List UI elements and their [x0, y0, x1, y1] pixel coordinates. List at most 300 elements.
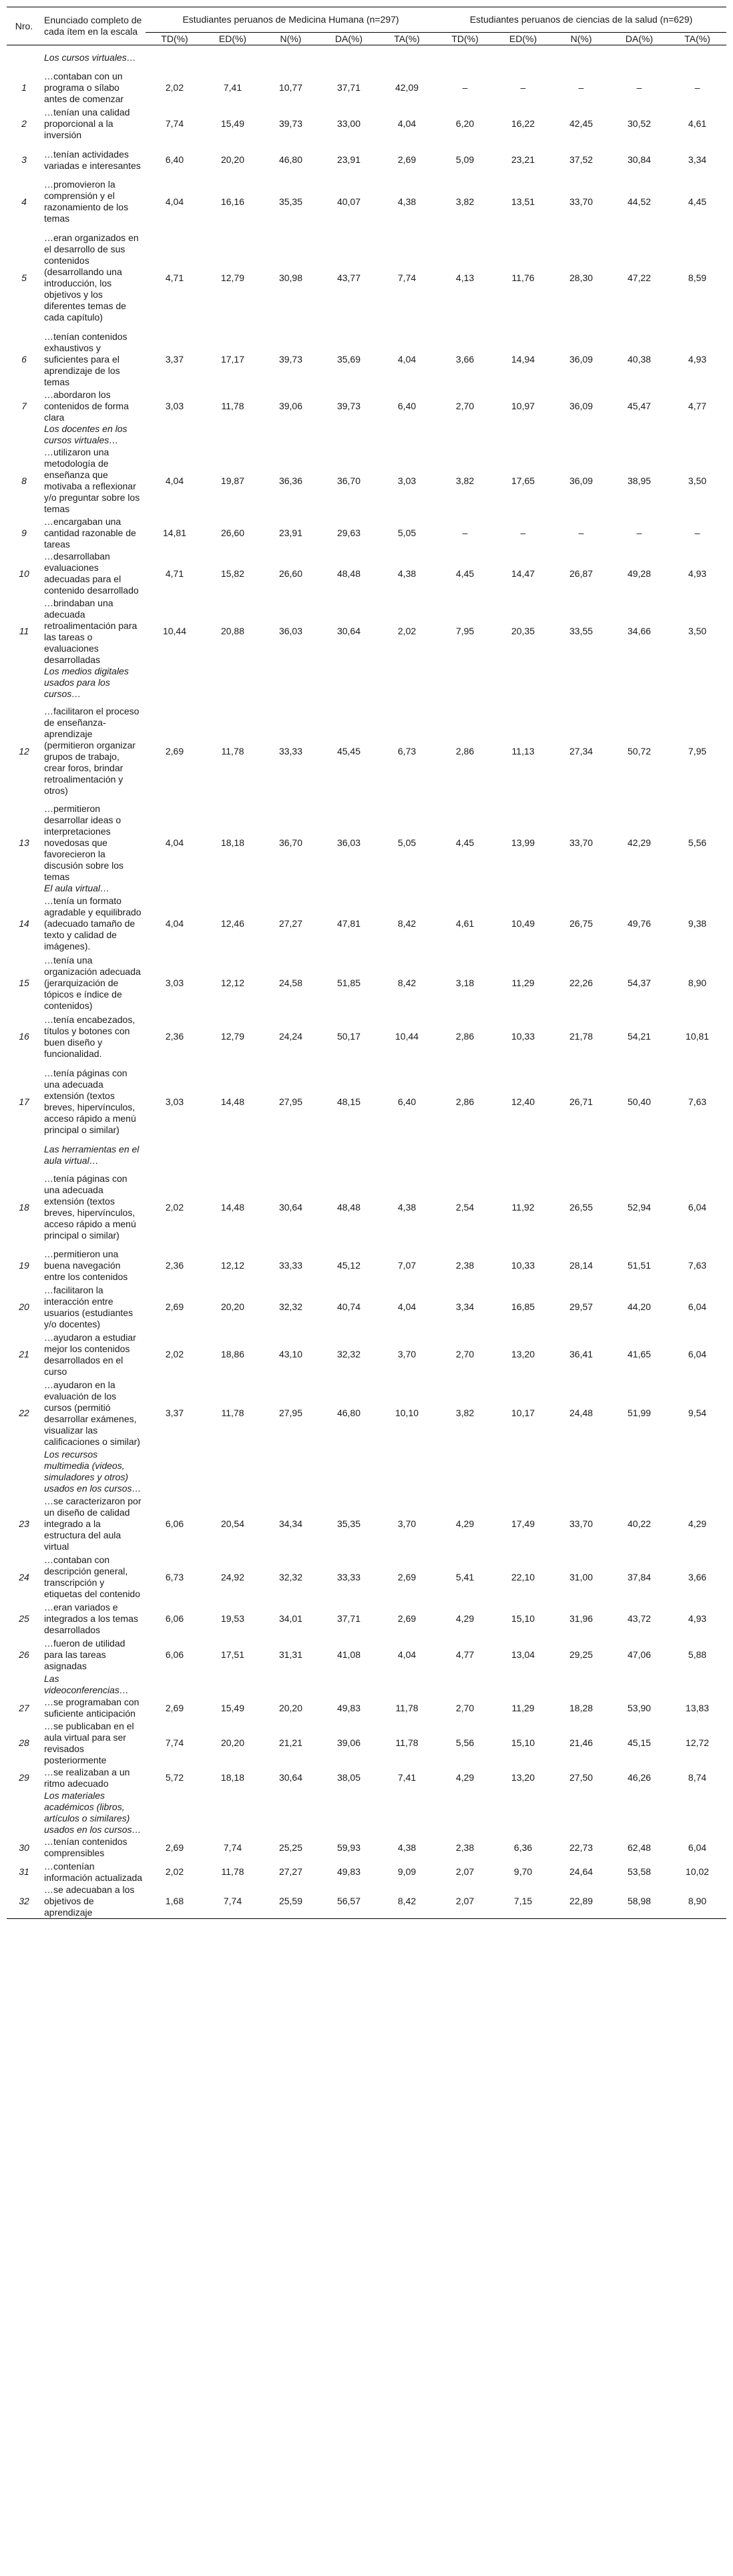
medicina-value-cell: 39,06	[278, 400, 303, 411]
ciencias-value-cell: 26,87	[569, 568, 593, 579]
medicina-value-cell: 35,69	[336, 354, 361, 365]
ciencias-value-cell: 4,45	[455, 837, 475, 848]
medicina-value-cell: 15,49	[220, 118, 245, 129]
medicina-value-cell: 2,02	[397, 626, 417, 636]
medicina-value-cell: 8,42	[397, 918, 417, 929]
section-title: El aula virtual…	[44, 883, 110, 893]
medicina-value-cell: 42,09	[395, 82, 419, 93]
section-spacer	[7, 883, 41, 895]
medicina-value-cell: 56,57	[320, 1884, 378, 1919]
item-statement: …tenían contenidos exhaustivos y suficientes para el aprendizaje de los temas	[44, 331, 128, 387]
section-title: Los medios digitales usados para los cursos…	[44, 665, 129, 699]
medicina-value-cell: 4,71	[165, 272, 184, 283]
col-header-ed: ED(%)	[204, 33, 262, 45]
table-row	[7, 1860, 726, 1884]
medicina-value-cell: 11,78	[395, 1702, 419, 1713]
item-statement: …facilitaron la interacción entre usuarios (estudiantes y/o docentes)	[44, 1284, 134, 1329]
section-row	[7, 1673, 726, 1696]
item-number: 16	[19, 1031, 29, 1042]
ciencias-value-cell: 4,29	[455, 1518, 475, 1529]
medicina-value-cell: 11,78	[221, 400, 244, 411]
ciencias-value-cell: 7,95	[688, 745, 707, 757]
medicina-value-cell: 7,41	[397, 1772, 417, 1783]
ciencias-value-cell: 53,90	[628, 1702, 652, 1713]
ciencias-value-cell: 5,56	[455, 1737, 475, 1748]
table-row	[7, 1601, 726, 1637]
item-statement: …se publicaban en el aula virtual para ser revisados posteriormente	[44, 1720, 134, 1765]
ciencias-value-cell: 2,38	[455, 1260, 475, 1271]
ciencias-value-cell: 42,45	[569, 118, 593, 129]
table-row	[7, 1721, 726, 1766]
ciencias-value-cell: 47,22	[628, 272, 652, 283]
ciencias-value-cell: 24,64	[569, 1866, 593, 1877]
medicina-value-cell: 4,04	[165, 918, 184, 929]
item-statement: …contaban con descripción general, transcripción y etiquetas del contenido	[44, 1554, 140, 1599]
medicina-value-cell: 20,54	[220, 1518, 245, 1529]
item-statement: …permitieron una buena navegación entre los contenidos	[44, 1249, 128, 1282]
ciencias-value-cell: 17,49	[511, 1518, 535, 1529]
medicina-value-cell: 25,59	[262, 1884, 320, 1919]
section-spacer	[7, 1790, 41, 1836]
medicina-value-cell: 14,48	[220, 1096, 245, 1107]
table-row	[7, 700, 726, 803]
ciencias-value-cell: 28,30	[569, 272, 593, 283]
medicina-value-cell: 12,12	[220, 977, 245, 988]
section-row	[7, 883, 726, 895]
medicina-value-cell: 3,03	[165, 400, 184, 411]
table-body	[7, 45, 726, 1919]
medicina-value-cell: 20,20	[220, 1301, 245, 1312]
medicina-value-cell: 29,63	[336, 527, 361, 538]
col-header-td: TD(%)	[146, 33, 204, 45]
medicina-value-cell: 2,36	[165, 1031, 184, 1042]
item-statement: …eran variados e integrados a los temas desarrollados	[44, 1602, 138, 1635]
medicina-value-cell: 26,60	[220, 527, 245, 538]
medicina-value-cell: 38,05	[336, 1772, 361, 1783]
medicina-value-cell: 4,04	[165, 196, 184, 207]
medicina-value-cell: 59,93	[336, 1842, 361, 1853]
table-row	[7, 446, 726, 516]
table-row	[7, 550, 726, 598]
ciencias-value-cell: 15,10	[511, 1613, 535, 1624]
ciencias-value-cell: 26,55	[569, 1201, 593, 1213]
item-number: 24	[19, 1571, 29, 1582]
item-statement: …abordaron los contenidos de forma clara	[44, 389, 129, 423]
medicina-value-cell: 33,33	[278, 1260, 303, 1271]
col-header-n: N(%)	[552, 33, 610, 45]
medicina-value-cell: 43,10	[278, 1349, 303, 1359]
ciencias-value-cell: 14,94	[511, 354, 535, 365]
medicina-value-cell: 27,27	[278, 918, 303, 929]
ciencias-value-cell: 2,70	[455, 400, 475, 411]
table-row	[7, 516, 726, 550]
ciencias-value-cell: 4,45	[688, 196, 707, 207]
section-spacer	[7, 1673, 41, 1696]
section-empty-cells	[146, 1448, 726, 1495]
item-statement: …tenían actividades variadas e interesantes	[44, 148, 141, 171]
ciencias-value-cell: 30,84	[628, 154, 652, 165]
table-row	[7, 178, 726, 226]
ciencias-value-cell: 9,70	[513, 1866, 533, 1877]
item-statement: …tenía un formato agradable y equilibrado (adecuado tamaño de texto y calidad de imágenes).	[44, 895, 142, 951]
medicina-value-cell: 4,38	[397, 1842, 417, 1853]
ciencias-value-cell: 4,93	[688, 568, 707, 579]
section-title: Los recursos multimedia (videos, simuladores y otros) usados en los cursos…	[44, 1448, 142, 1494]
ciencias-value-cell: 6,36	[513, 1842, 533, 1853]
item-number: 9	[21, 527, 27, 538]
medicina-value-cell: 32,32	[278, 1301, 303, 1312]
ciencias-value-cell: 44,20	[628, 1301, 652, 1312]
table-row	[7, 106, 726, 142]
medicina-value-cell: 31,31	[278, 1649, 303, 1660]
section-empty-cells	[146, 1143, 726, 1167]
table-row	[7, 953, 726, 1013]
item-number: 5	[21, 272, 27, 283]
section-row	[7, 1143, 726, 1167]
col-header-td: TD(%)	[436, 33, 494, 45]
medicina-value-cell: 17,17	[220, 354, 245, 365]
ciencias-value-cell: 54,21	[628, 1031, 652, 1042]
item-statement: …encargaban una cantidad razonable de tareas	[44, 515, 136, 550]
section-empty-cells	[146, 1673, 726, 1696]
medicina-value-cell: 6,73	[165, 1571, 184, 1582]
item-number: 6	[21, 354, 27, 365]
medicina-value-cell: 32,32	[336, 1349, 361, 1359]
ciencias-value-cell: 37,52	[569, 154, 593, 165]
item-statement: …se realizaban a un ritmo adecuado	[44, 1766, 130, 1789]
section-spacer	[7, 666, 41, 700]
medicina-value-cell: 8,42	[378, 1884, 436, 1919]
medicina-value-cell: 7,74	[397, 272, 417, 283]
ciencias-value-cell: 5,56	[688, 837, 707, 848]
ciencias-value-cell: 2,86	[455, 1096, 475, 1107]
medicina-value-cell: 7,41	[223, 82, 242, 93]
medicina-value-cell: 48,15	[336, 1096, 361, 1107]
medicina-value-cell: 35,35	[278, 196, 303, 207]
ciencias-value-cell: 5,09	[455, 154, 475, 165]
ciencias-value-cell: 28,14	[569, 1260, 593, 1271]
ciencias-value-cell: 11,76	[511, 272, 535, 283]
ciencias-value-cell: 41,65	[628, 1349, 652, 1359]
item-statement: …se caracterizaron por un diseño de calidad integrado a la estructura del aula virtual	[44, 1496, 142, 1552]
ciencias-value-cell: 11,29	[511, 1702, 535, 1713]
ciencias-value-cell: 11,29	[511, 977, 535, 988]
medicina-value-cell: 2,69	[397, 154, 417, 165]
ciencias-value-cell: 3,66	[455, 354, 475, 365]
col-header-da: DA(%)	[610, 33, 668, 45]
item-number: 29	[19, 1772, 29, 1783]
table-row	[7, 1248, 726, 1284]
medicina-value-cell: 7,74	[204, 1884, 262, 1919]
section-row	[7, 45, 726, 70]
medicina-value-cell: 46,80	[278, 154, 303, 165]
ciencias-value-cell: 36,09	[569, 400, 593, 411]
section-empty-cells	[146, 883, 726, 895]
ciencias-value-cell: 2,07	[455, 1866, 475, 1877]
ciencias-value-cell: 2,54	[455, 1201, 475, 1213]
ciencias-value-cell: 16,85	[511, 1301, 535, 1312]
ciencias-value-cell: 50,40	[628, 1096, 652, 1107]
ciencias-value-cell: 4,93	[688, 1613, 707, 1624]
ciencias-value-cell: 4,13	[455, 272, 475, 283]
item-statement: …contenían información actualizada	[44, 1860, 143, 1883]
ciencias-value-cell: 22,73	[569, 1842, 593, 1853]
ciencias-value-cell: 44,52	[628, 196, 652, 207]
table-row	[7, 1061, 726, 1143]
ciencias-value-cell: 6,04	[688, 1301, 707, 1312]
ciencias-value-cell: 8,59	[688, 272, 707, 283]
medicina-value-cell: 32,32	[278, 1571, 303, 1582]
medicina-value-cell: 25,25	[278, 1842, 303, 1853]
item-number: 7	[21, 400, 27, 411]
ciencias-value-cell: 40,22	[628, 1518, 652, 1529]
item-statement: …utilizaron una metodología de enseñanza que motivaba a reflexionar y/o preguntar sobre los temas	[44, 447, 140, 514]
medicina-value-cell: 24,58	[278, 977, 303, 988]
ciencias-value-cell: 36,41	[569, 1349, 593, 1359]
medicina-value-cell: 33,33	[336, 1571, 361, 1582]
ciencias-value-cell: 53,58	[628, 1866, 652, 1877]
ciencias-value-cell: 13,20	[511, 1772, 535, 1783]
col-header-da: DA(%)	[320, 33, 378, 45]
medicina-value-cell: 39,73	[336, 400, 361, 411]
medicina-value-cell: 35,35	[336, 1518, 361, 1529]
ciencias-value-cell: 15,10	[511, 1737, 535, 1748]
ciencias-value-cell: 11,92	[511, 1201, 535, 1213]
ciencias-value-cell: 23,21	[511, 154, 535, 165]
ciencias-value-cell: 54,37	[628, 977, 652, 988]
medicina-value-cell: 3,37	[165, 354, 184, 365]
medicina-value-cell: 11,78	[395, 1737, 419, 1748]
item-number: 32	[7, 1884, 41, 1919]
medicina-value-cell: 40,74	[336, 1301, 361, 1312]
medicina-value-cell: 14,48	[220, 1201, 245, 1213]
ciencias-value-cell: 21,46	[569, 1737, 593, 1748]
item-statement: …desarrollaban evaluaciones adecuadas para el contenido desarrollado	[44, 551, 139, 596]
table-row	[7, 331, 726, 389]
item-number: 17	[19, 1096, 29, 1107]
medicina-value-cell: 2,36	[165, 1260, 184, 1271]
ciencias-value-cell: 33,55	[569, 626, 593, 636]
medicina-value-cell: 4,04	[397, 1649, 417, 1660]
ciencias-value-cell: 33,70	[569, 196, 593, 207]
ciencias-value-cell: 33,70	[569, 1518, 593, 1529]
item-number: 30	[19, 1842, 29, 1853]
ciencias-value-cell: 43,72	[628, 1613, 652, 1624]
ciencias-value-cell: 51,99	[628, 1408, 652, 1418]
medicina-value-cell: 2,02	[165, 1201, 184, 1213]
medicina-value-cell: 2,69	[397, 1571, 417, 1582]
header-group-medicina: Estudiantes peruanos de Medicina Humana (n=297)	[146, 7, 436, 33]
ciencias-value-cell: 14,47	[511, 568, 535, 579]
item-statement: …fueron de utilidad para las tareas asignadas	[44, 1638, 126, 1671]
table-row	[7, 1554, 726, 1601]
ciencias-value-cell: 49,76	[628, 918, 652, 929]
medicina-value-cell: 15,49	[220, 1702, 245, 1713]
item-statement: …tenía páginas con una adecuada extensión (textos breves, hipervínculos, acceso rápido a menú principal o similar)	[44, 1068, 136, 1135]
medicina-value-cell: 6,40	[397, 1096, 417, 1107]
table-row	[7, 1766, 726, 1790]
medicina-value-cell: 2,69	[397, 1613, 417, 1624]
medicina-value-cell: 4,04	[397, 1301, 417, 1312]
section-spacer	[7, 423, 41, 446]
section-empty-cells	[146, 666, 726, 700]
ciencias-value-cell: 49,28	[628, 568, 652, 579]
ciencias-value-cell: 13,20	[511, 1349, 535, 1359]
ciencias-value-cell: 33,70	[569, 837, 593, 848]
medicina-value-cell: 12,79	[220, 1031, 245, 1042]
ciencias-value-cell: 4,45	[455, 568, 475, 579]
ciencias-value-cell: 3,66	[688, 1571, 707, 1582]
medicina-value-cell: 8,42	[397, 977, 417, 988]
item-number: 22	[19, 1408, 29, 1418]
medicina-value-cell: 23,91	[336, 154, 361, 165]
item-number: 11	[19, 626, 29, 636]
item-number: 18	[19, 1201, 29, 1213]
medicina-value-cell: 2,02	[165, 82, 184, 93]
medicina-value-cell: 37,71	[336, 1613, 361, 1624]
table-row	[7, 389, 726, 423]
medicina-value-cell: 1,68	[146, 1884, 204, 1919]
medicina-value-cell: 24,24	[278, 1031, 303, 1042]
medicina-value-cell: 14,81	[162, 527, 187, 538]
medicina-value-cell: 36,36	[278, 475, 303, 486]
section-row	[7, 1448, 726, 1495]
ciencias-value-cell: 5,88	[688, 1649, 707, 1660]
medicina-value-cell: 4,04	[397, 354, 417, 365]
medicina-value-cell: 33,33	[278, 745, 303, 757]
ciencias-value-cell: 26,75	[569, 918, 593, 929]
ciencias-value-cell: 13,04	[511, 1649, 535, 1660]
ciencias-value-cell: 10,33	[511, 1260, 535, 1271]
medicina-value-cell: 15,82	[220, 568, 245, 579]
ciencias-value-cell: 29,25	[569, 1649, 593, 1660]
ciencias-value-cell: 4,93	[688, 354, 707, 365]
ciencias-value-cell: 7,63	[688, 1096, 707, 1107]
medicina-value-cell: 16,16	[220, 196, 245, 207]
table-row	[7, 1495, 726, 1554]
ciencias-value-cell: 10,02	[686, 1866, 710, 1877]
ciencias-value-cell: 6,04	[688, 1201, 707, 1213]
ciencias-value-cell: 9,38	[688, 918, 707, 929]
medicina-value-cell: 19,53	[220, 1613, 245, 1624]
table-row	[7, 1637, 726, 1673]
ciencias-value-cell: 27,50	[569, 1772, 593, 1783]
medicina-value-cell: 11,78	[221, 745, 244, 757]
ciencias-value-cell: 3,50	[688, 475, 707, 486]
ciencias-value-cell: 2,70	[455, 1702, 475, 1713]
ciencias-value-cell: –	[462, 82, 468, 93]
medicina-value-cell: 27,95	[278, 1096, 303, 1107]
table-row	[7, 1284, 726, 1331]
item-statement: …tenía una organización adecuada (jerarquización de tópicos e índice de contenidos)	[44, 954, 141, 1011]
table-row	[7, 226, 726, 331]
medicina-value-cell: 2,69	[165, 745, 184, 757]
medicina-value-cell: 20,20	[278, 1702, 303, 1713]
medicina-value-cell: 5,05	[397, 527, 417, 538]
item-statement: …brindaban una adecuada retroalimentación para las tareas o evaluaciones desarrolladas	[44, 597, 138, 665]
item-statement: …facilitaron el proceso de enseñanza-aprendizaje (permitieron organizar grupos de trabajo, crear foros, brindar retroalimentación y otros)	[44, 706, 140, 796]
ciencias-value-cell: –	[520, 82, 526, 93]
ciencias-value-cell: –	[694, 82, 700, 93]
medicina-value-cell: 27,27	[278, 1866, 303, 1877]
ciencias-value-cell: 31,96	[569, 1613, 593, 1624]
medicina-value-cell: 24,92	[220, 1571, 245, 1582]
ciencias-value-cell: 3,82	[455, 196, 475, 207]
table-row	[7, 1331, 726, 1379]
ciencias-value-cell: 9,54	[688, 1408, 707, 1418]
section-title: Los docentes en los cursos virtuales…	[44, 423, 128, 445]
medicina-value-cell: 6,06	[165, 1613, 184, 1624]
ciencias-value-cell: –	[694, 527, 700, 538]
col-header-ta: TA(%)	[378, 33, 436, 45]
ciencias-value-cell: –	[636, 527, 642, 538]
item-statement: …ayudaron a estudiar mejor los contenidos desarrollados en el curso	[44, 1331, 136, 1377]
medicina-value-cell: 30,64	[278, 1772, 303, 1783]
ciencias-value-cell: 34,66	[628, 626, 652, 636]
ciencias-value-cell: 4,77	[455, 1649, 475, 1660]
medicina-value-cell: 40,07	[336, 196, 361, 207]
table-row	[7, 598, 726, 666]
ciencias-value-cell: 7,63	[688, 1260, 707, 1271]
item-number: 23	[19, 1518, 29, 1529]
medicina-value-cell: 30,64	[278, 1201, 303, 1213]
medicina-value-cell: 4,38	[397, 1201, 417, 1213]
medicina-value-cell: 6,73	[397, 745, 417, 757]
table-row	[7, 1884, 726, 1919]
ciencias-value-cell: 8,74	[688, 1772, 707, 1783]
medicina-value-cell: 3,03	[165, 1096, 184, 1107]
item-number: 15	[19, 977, 29, 988]
medicina-value-cell: 7,74	[223, 1842, 242, 1853]
item-statement: …se programaban con suficiente anticipación	[44, 1697, 140, 1719]
table-row	[7, 1013, 726, 1061]
medicina-value-cell: 43,77	[336, 272, 361, 283]
ciencias-value-cell: 3,34	[455, 1301, 475, 1312]
ciencias-value-cell: 47,06	[628, 1649, 652, 1660]
ciencias-value-cell: 30,52	[628, 118, 652, 129]
item-number: 4	[21, 196, 27, 207]
item-statement: …se adecuaban a los objetivos de aprendizaje	[41, 1884, 146, 1919]
medicina-value-cell: 12,79	[220, 272, 245, 283]
ciencias-value-cell: 22,10	[511, 1571, 535, 1582]
table-row	[7, 1167, 726, 1248]
ciencias-value-cell: 2,38	[455, 1842, 475, 1853]
medicina-value-cell: 17,51	[220, 1649, 245, 1660]
medicina-value-cell: 33,00	[336, 118, 361, 129]
medicina-value-cell: 7,74	[165, 1737, 184, 1748]
medicina-value-cell: 2,69	[165, 1842, 184, 1853]
ciencias-value-cell: 3,34	[688, 154, 707, 165]
medicina-value-cell: 48,48	[336, 1201, 361, 1213]
ciencias-value-cell: 38,95	[628, 475, 652, 486]
section-title: Los materiales académicos (libros, artículos o similares) usados en los cursos…	[44, 1789, 142, 1835]
medicina-value-cell: 18,86	[220, 1349, 245, 1359]
medicina-value-cell: 30,98	[278, 272, 303, 283]
medicina-value-cell: 4,71	[165, 568, 184, 579]
ciencias-value-cell: 12,72	[686, 1737, 710, 1748]
medicina-value-cell: 5,05	[397, 837, 417, 848]
medicina-value-cell: 2,02	[165, 1866, 184, 1877]
ciencias-value-cell: 51,51	[628, 1260, 652, 1271]
medicina-value-cell: 10,10	[395, 1408, 419, 1418]
ciencias-value-cell: 4,77	[688, 400, 707, 411]
ciencias-value-cell: 3,50	[688, 626, 707, 636]
medicina-value-cell: 18,18	[220, 837, 245, 848]
medicina-value-cell: 3,03	[397, 475, 417, 486]
ciencias-value-cell: 37,84	[628, 1571, 652, 1582]
medicina-value-cell: 46,80	[336, 1408, 361, 1418]
medicina-value-cell: 2,02	[165, 1349, 184, 1359]
